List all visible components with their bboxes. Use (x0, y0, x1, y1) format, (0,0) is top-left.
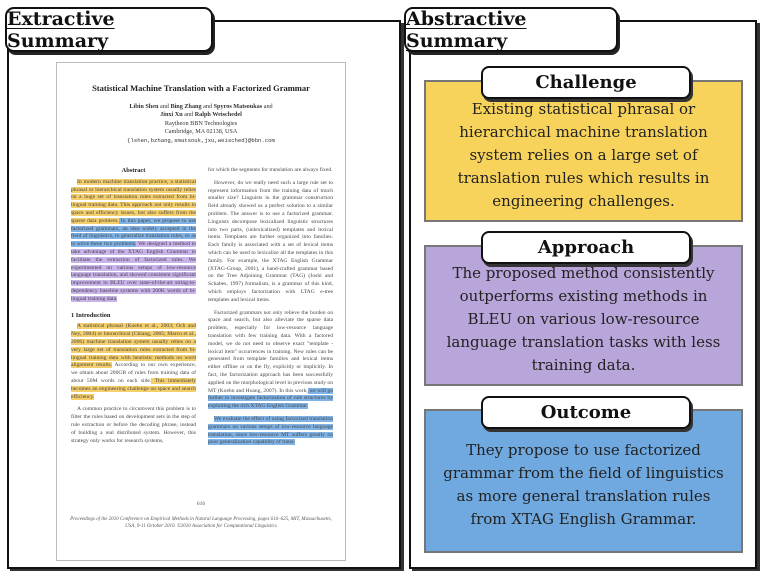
intro-challenge-highlight-2: This immediately becomes an engineering challenge on space and search efficiency. (71, 377, 196, 400)
right-paragraph-1: for which the segments for translation are always fixed. (208, 167, 333, 173)
authors-line-1: Libin Shen and Bing Zhang and Spyros Matsoukas and (129, 103, 273, 110)
challenge-text: Existing statistical phrasal or hierarchical machine translation system relies on a large set of translation rules which results in engineering challenges. (457, 99, 710, 210)
email: {lshen,bzhang,smatsouk,jxu,weisched}@bbn.com (127, 136, 275, 144)
paper-left-column (71, 167, 196, 450)
intro-paragraph-2: A common practice to circumvent this problem is to filter the rules based on development sets in the step of rule extraction or before the decoding phrase, instead of building a real distributed system. However, this strategy only works for research systems, (71, 406, 196, 444)
outcome-box (424, 409, 743, 553)
intro-challenge-highlight-1: A statistical phrasal (Koehn et al., 2003; Och and Ney, 2004) or hierarchical (Chiang, 2005; Marcu et al., 2006) machine translation system usually relies on a very large set of translation rules extracted from bi-lingual training data with heuristic methods on word alignment results. (71, 323, 196, 369)
address: Cambridge, MA 02138, USA (164, 128, 238, 136)
challenge-box (424, 80, 743, 222)
approach-text: The proposed method consistently outperforms existing methods in BLEU on various low-resource language translation tasks with less training data. (446, 264, 721, 374)
right-paragraph-4 (208, 416, 333, 447)
abstract-heading: Abstract (121, 167, 146, 174)
paper-title: Statistical Machine Translation with a Factorized Grammar (92, 83, 310, 93)
abstract-approach-highlight: We designed a method to take advantage of the XTAG English Grammar to facilitate the extraction of factorized rules. We experimented on various setups of low-resource language translation, and showed consistent significant improvement in BLEU over state-of-the-art string-to-dependency baseline systems with 200K words of bi-lingual training data. (71, 241, 197, 302)
intro-heading: 1 Introduction (71, 311, 111, 319)
right-paragraph-3: Factorized grammars not only relieve the burden on space and search, but also alleviate the sparse data problem, especially for low-resource language translation with few training data. With a factored model, we do not need to observe exact "template - lexical item" occurrences in training. New rules can be generated from template families and lexical items either offline or on the fly, explicitly or implicitly. In fact, the factorization approach has been successfully applied on the morphological level in previous study on MT (Koehn and Hoang, 2007). In this work, we will go further to investigate factorization of rule structures by exploiting the rich XTAG English Grammar. (208, 309, 334, 410)
abstract-outcome-highlight: In this paper, we propose to use factorized grammars, an idea widely accepted in the field of linguistics, to generalize translation rules, so as to solve these two problems. (71, 217, 196, 248)
page-number: 616 (196, 501, 206, 507)
approach-label: Approach (481, 231, 691, 264)
right-outcome-highlight-2: We evaluate the effect of using factorized translation grammars on various setups of low-resource language translation, since low-resource MT suffers greatly on poor generalization capability of trans- (208, 415, 333, 446)
paper-right-column (208, 167, 333, 452)
paper-footer: Proceedings of the 2010 Conference on Empirical Methods in Natural Language Processing, pages 616–625, MIT, Massachusetts, USA, 9-11 October 2010. ©2010 Association for Computational Linguistics (70, 517, 332, 529)
outcome-text: They propose to use factorized grammar from the field of linguistics as more general translation rules from XTAG English Grammar. (443, 441, 724, 528)
paper-authors (57, 103, 345, 145)
right-outcome-highlight: we will go further to investigate factorization of rule structures by exploiting the rich XTAG English Grammar. (208, 387, 334, 410)
approach-box (424, 245, 743, 386)
intro-paragraph-1: A statistical phrasal (Koehn et al., 2003; Och and Ney, 2004) or hierarchical (Chiang, 2005; Marcu et al., 2006) machine translation system usually relies on a very large set of translation rules extracted from bi-lingual training data with heuristic methods on word alignment results. According to our own experience, we obtain about 200GB of rules from training data of about 50M words on each side. This immediately becomes an engineering challenge on space and search efficiency. (71, 323, 196, 400)
outcome-label: Outcome (481, 396, 691, 429)
authors-line-2: Jinxi Xu and Ralph Weischedel (160, 111, 242, 119)
paper-page (56, 62, 346, 561)
extractive-summary-title: Extractive Summary (5, 7, 213, 52)
abstract-text (71, 179, 196, 304)
challenge-label: Challenge (481, 66, 691, 99)
abstract-challenge-highlight: In modern machine translation practice, a statistical phrasal or hierarchical translation system usually relies on a huge set of translation rules extracted from bi-lingual training data. This approach not only results in space and efficiency issues, but also suffers from the sparse data problem. (71, 178, 196, 224)
affiliation: Raytheon BBN Technologies (164, 119, 238, 127)
abstractive-summary-title: Abstractive Summary (404, 7, 618, 52)
right-paragraph-2: However, do we really need such a large rule set to represent information from the training data of much smaller size? Linguists in the grammar construction field already showed us a perfect solution to a similar problem. The answer is to use a factorized grammar. Linguists decompose lexicalized linguistic structures into two parts, (unlexicalized) templates and lexical items. Templates are further organized into families. Each family is associated with a set of lexical items which can be used to lexicalize all the templates in this family. For example, the XTAG English Grammar (XTAG-Group, 2001), a hand-crafted grammar based on the Tree Adjoining Grammar (TAG) (Joshi and Schabes, 1997) formalism, is a grammar of this kind, which employs factorization with LTAG e-tree templates and lexical items. (208, 179, 333, 303)
